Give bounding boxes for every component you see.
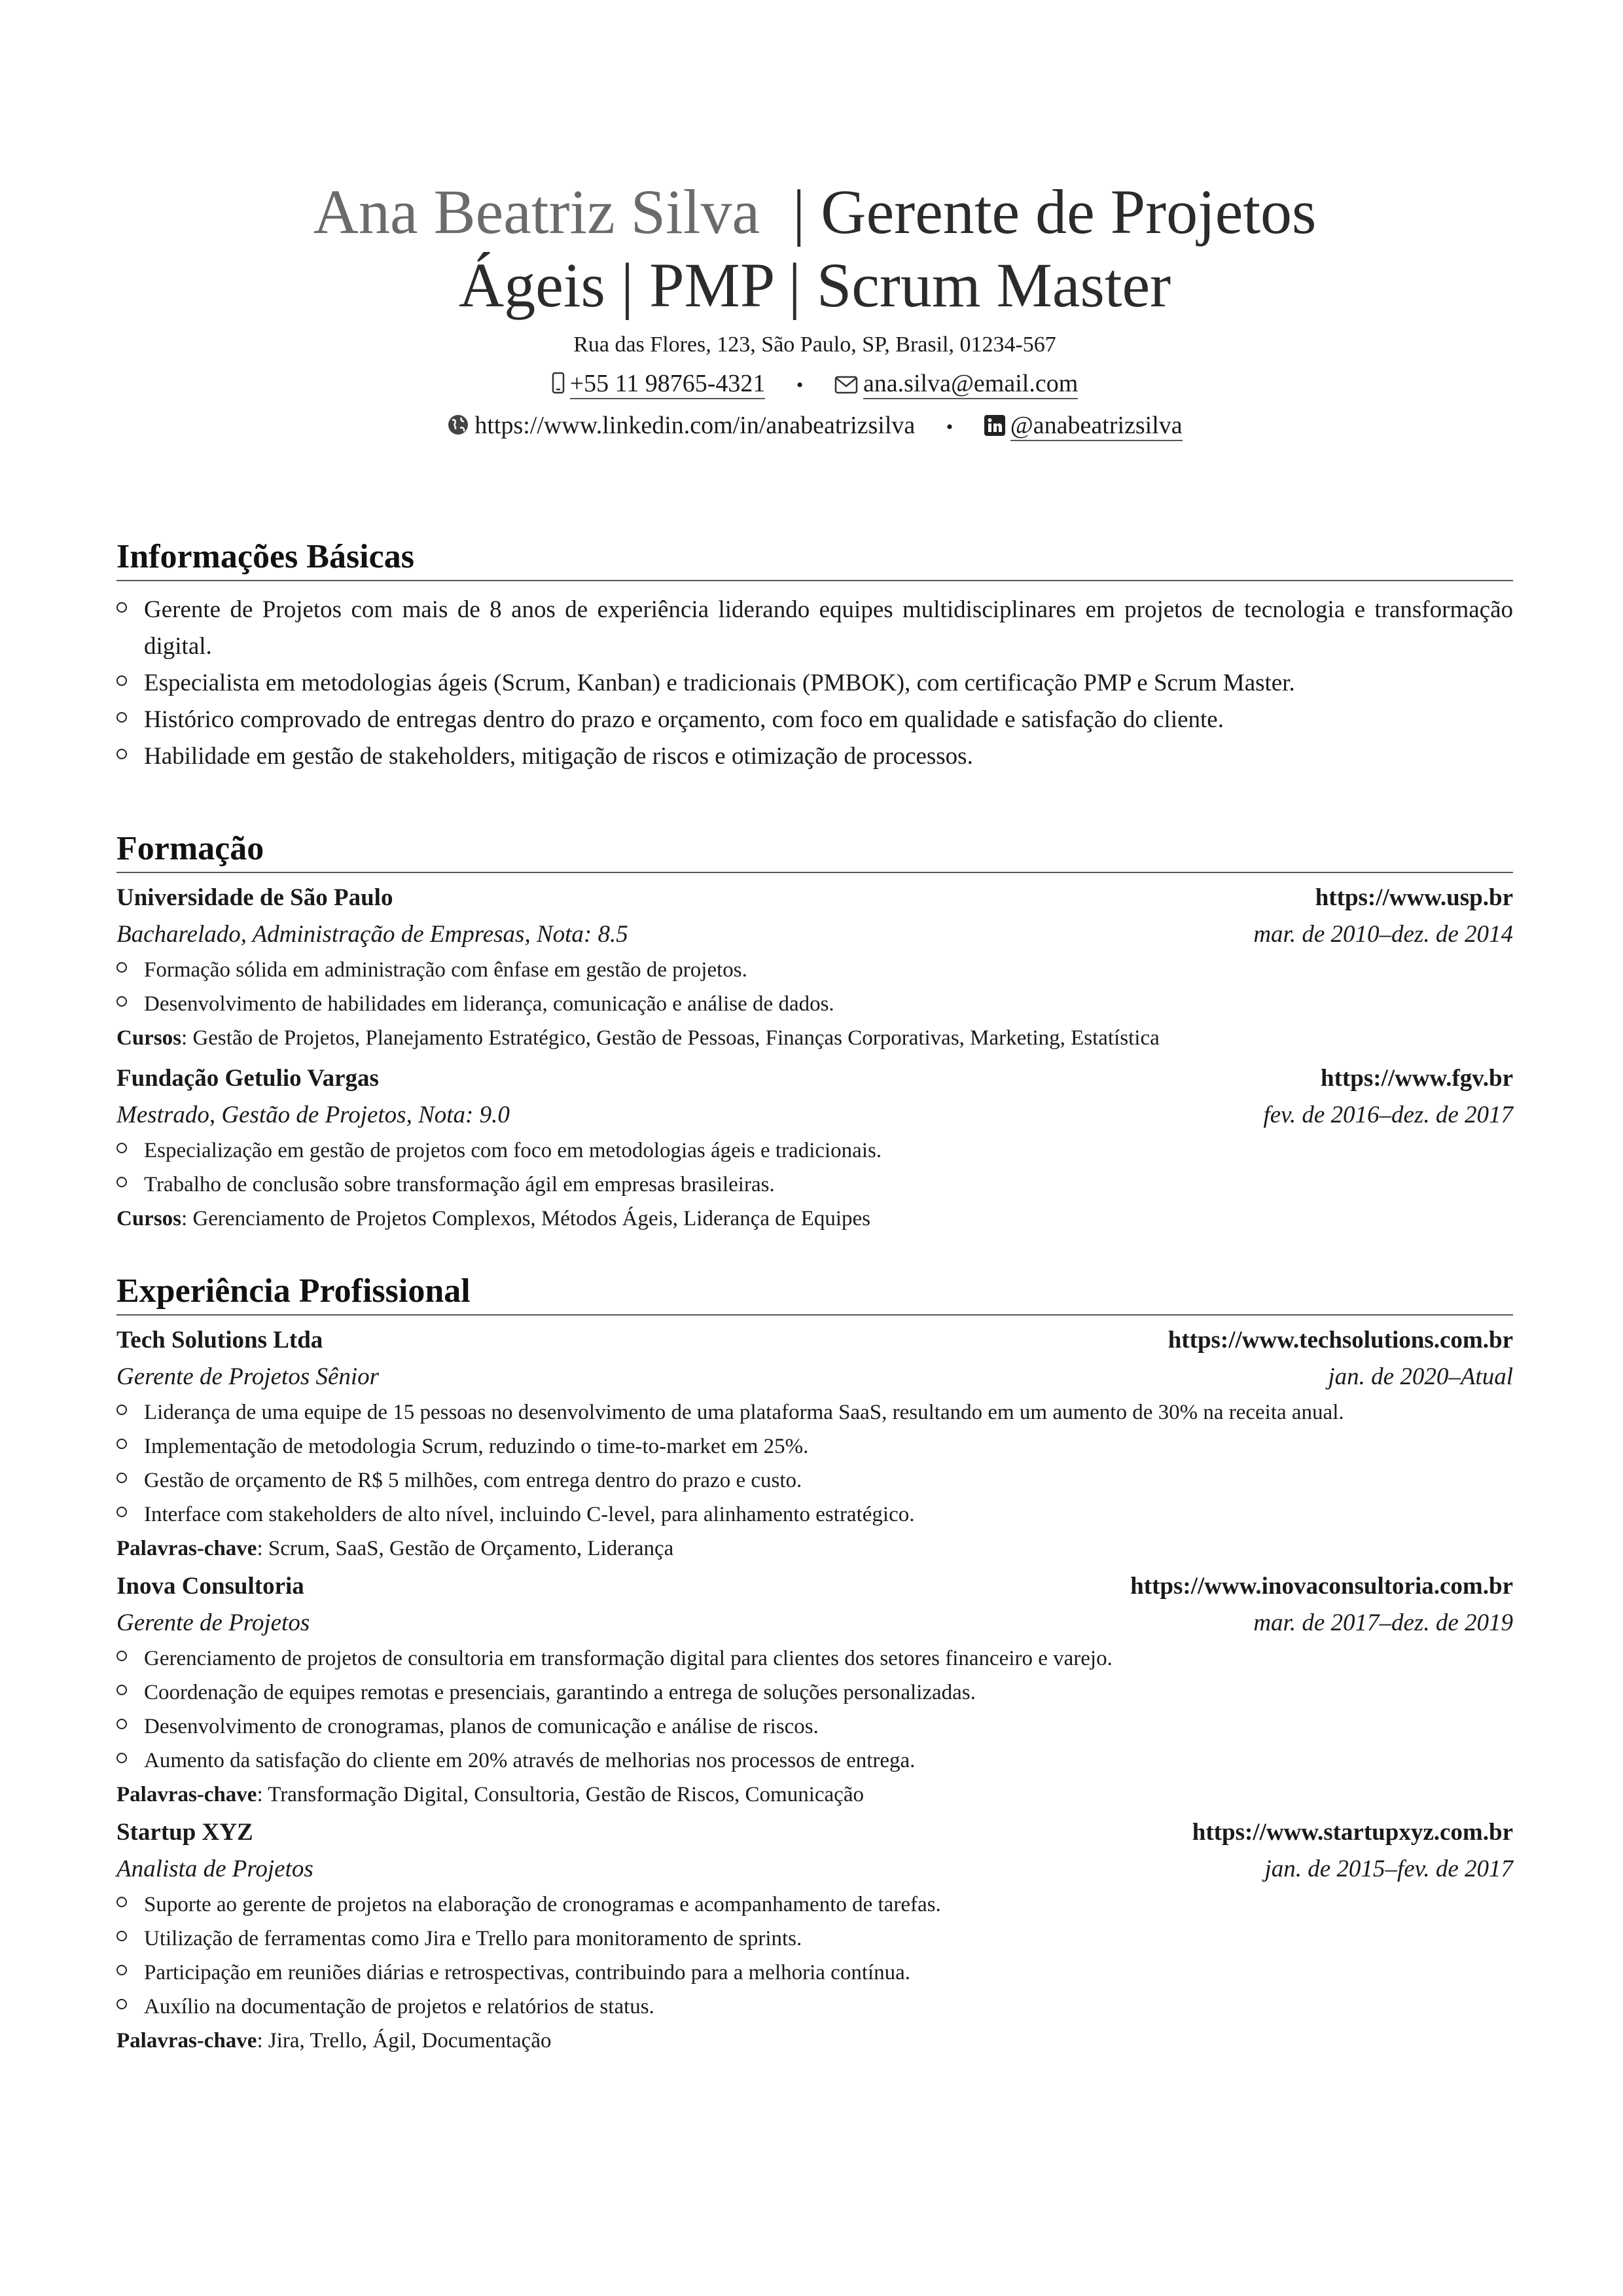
- education-section: [116, 827, 1513, 1236]
- courses: Cursos: Gestão de Projetos, Planejamento Estratégico, Gestão de Pessoas, Finanças Corporativas, Marketing, Estatística: [116, 1026, 1160, 1050]
- experience-bullets: [116, 1641, 1513, 1778]
- bullet-circle-icon: [116, 1507, 127, 1517]
- keywords: Palavras-chave: Jira, Trello, Ágil, Documentação: [116, 2029, 552, 2053]
- bullet-circle-icon: [116, 1177, 127, 1187]
- list-item: Auxílio na documentação de projetos e relatórios de status.: [116, 1990, 1513, 2024]
- bullet-circle-icon: [116, 1651, 127, 1661]
- bullet-circle-icon: [116, 1965, 127, 1975]
- job-title: Analista de Projetos: [116, 1856, 313, 1882]
- contact-row-1: [116, 364, 1513, 406]
- bullet-circle-icon: [116, 1473, 127, 1483]
- degree: Bacharelado, Administração de Empresas, Nota: 8.5: [116, 921, 628, 948]
- bullet-circle-icon: [116, 1753, 127, 1763]
- company-url[interactable]: https://www.inovaconsultoria.com.br: [1130, 1573, 1513, 1600]
- bullet-circle-icon: [116, 1439, 127, 1449]
- dates: mar. de 2017–dez. de 2019: [1253, 1609, 1513, 1636]
- bullet-circle-icon: [116, 1685, 127, 1695]
- bullet-circle-icon: [116, 1897, 127, 1907]
- institution-name: Universidade de São Paulo: [116, 884, 393, 911]
- bullet-circle-icon: [116, 675, 127, 686]
- list-item: Coordenação de equipes remotas e presenciais, garantindo a entrega de soluções personalizadas.: [116, 1676, 1513, 1710]
- company-name: Startup XYZ: [116, 1819, 253, 1846]
- dates: jan. de 2020–Atual: [1328, 1363, 1513, 1390]
- list-item: Participação em reuniões diárias e retrospectivas, contribuindo para a melhoria contínua.: [116, 1956, 1513, 1990]
- education-bullets: [116, 953, 1513, 1021]
- list-item: Gerenciamento de projetos de consultoria em transformação digital para clientes dos setores financeiro e varejo.: [116, 1641, 1513, 1676]
- institution-url[interactable]: https://www.fgv.br: [1321, 1065, 1513, 1092]
- list-item: Habilidade em gestão de stakeholders, mitigação de riscos e otimização de processos.: [116, 738, 1513, 775]
- address: Rua das Flores, 123, São Paulo, SP, Brasil, 01234-567: [573, 332, 1056, 357]
- bullet-circle-icon: [116, 602, 127, 613]
- education-bullets: [116, 1134, 1513, 1202]
- company-name: Inova Consultoria: [116, 1573, 304, 1600]
- envelope-icon: [834, 367, 858, 406]
- list-item: Implementação de metodologia Scrum, reduzindo o time-to-market em 25%.: [116, 1429, 1513, 1463]
- contact-row-2: [116, 406, 1513, 448]
- dates: jan. de 2015–fev. de 2017: [1264, 1856, 1513, 1882]
- list-item: Histórico comprovado de entregas dentro do prazo e orçamento, com foco em qualidade e satisfação do cliente.: [116, 702, 1513, 738]
- experience-entry: [116, 1568, 1513, 1812]
- bullet-circle-icon: [116, 749, 127, 759]
- education-entry: [116, 1060, 1513, 1236]
- experience-bullets: [116, 1395, 1513, 1532]
- institution-url[interactable]: https://www.usp.br: [1315, 884, 1513, 911]
- phone-icon: [552, 367, 565, 406]
- list-item: Formação sólida em administração com ênfase em gestão de projetos.: [116, 953, 1513, 987]
- experience-entry: [116, 1322, 1513, 1566]
- linkedin-link[interactable]: @anabeatrizsilva: [1010, 412, 1183, 441]
- bullet-circle-icon: [116, 962, 127, 973]
- experience-bullets: [116, 1888, 1513, 2024]
- headline-part-1: | Gerente de Projetos: [793, 177, 1317, 247]
- linkedin-icon: [984, 408, 1005, 448]
- resume-header: [116, 175, 1513, 448]
- name-line-1: [116, 175, 1513, 249]
- company-url[interactable]: https://www.techsolutions.com.br: [1168, 1327, 1513, 1354]
- list-item: Suporte ao gerente de projetos na elaboração de cronogramas e acompanhamento de tarefas.: [116, 1888, 1513, 1922]
- bullet-circle-icon: [116, 1719, 127, 1729]
- list-item: Utilização de ferramentas como Jira e Trello para monitoramento de sprints.: [116, 1922, 1513, 1956]
- job-title: Gerente de Projetos: [116, 1609, 310, 1636]
- list-item: Especialista em metodologias ágeis (Scrum, Kanban) e tradicionais (PMBOK), com certificação PMP e Scrum Master.: [116, 665, 1513, 702]
- summary-title: Informações Básicas: [116, 535, 1513, 581]
- list-item: Desenvolvimento de cronogramas, planos de comunicação e análise de riscos.: [116, 1710, 1513, 1744]
- dates: mar. de 2010–dez. de 2014: [1253, 921, 1513, 948]
- separator-dot: •: [946, 416, 954, 439]
- email-link[interactable]: ana.silva@email.com: [863, 370, 1078, 399]
- experience-section: [116, 1270, 1513, 2058]
- institution-name: Fundação Getulio Vargas: [116, 1065, 379, 1092]
- list-item: Especialização em gestão de projetos com foco em metodologias ágeis e tradicionais.: [116, 1134, 1513, 1168]
- bullet-circle-icon: [116, 1999, 127, 2009]
- list-item: Liderança de uma equipe de 15 pessoas no desenvolvimento de uma plataforma SaaS, resultando em um aumento de 30% na receita anual.: [116, 1395, 1513, 1429]
- education-title: Formação: [116, 827, 1513, 873]
- list-item: Gestão de orçamento de R$ 5 milhões, com entrega dentro do prazo e custo.: [116, 1463, 1513, 1498]
- candidate-name: Ana Beatriz Silva: [313, 177, 760, 247]
- bullet-circle-icon: [116, 1143, 127, 1153]
- list-item: Aumento da satisfação do cliente em 20% através de melhorias nos processos de entrega.: [116, 1744, 1513, 1778]
- website-link[interactable]: https://www.linkedin.com/in/anabeatrizsilva: [474, 412, 916, 439]
- phone-link[interactable]: +55 11 98765-4321: [570, 370, 766, 399]
- separator-dot: •: [796, 374, 804, 397]
- list-item: Gerente de Projetos com mais de 8 anos de experiência liderando equipes multidisciplinares em projetos de tecnologia e transformação digital.: [116, 592, 1513, 665]
- bullet-circle-icon: [116, 996, 127, 1007]
- experience-title: Experiência Profissional: [116, 1270, 1513, 1316]
- list-item: Trabalho de conclusão sobre transformação ágil em empresas brasileiras.: [116, 1168, 1513, 1202]
- headline-part-2: Ágeis | PMP | Scrum Master: [458, 250, 1171, 320]
- summary-section: [116, 535, 1513, 775]
- list-item: Interface com stakeholders de alto nível, incluindo C-level, para alinhamento estratégico.: [116, 1498, 1513, 1532]
- keywords: Palavras-chave: Transformação Digital, Consultoria, Gestão de Riscos, Comunicação: [116, 1783, 864, 1806]
- job-title: Gerente de Projetos Sênior: [116, 1363, 380, 1390]
- education-entry: [116, 880, 1513, 1055]
- experience-entry: [116, 1814, 1513, 2058]
- company-name: Tech Solutions Ltda: [116, 1327, 323, 1354]
- globe-icon: [447, 408, 469, 448]
- keywords: Palavras-chave: Scrum, SaaS, Gestão de Orçamento, Liderança: [116, 1537, 674, 1560]
- dates: fev. de 2016–dez. de 2017: [1263, 1102, 1513, 1128]
- company-url[interactable]: https://www.startupxyz.com.br: [1192, 1819, 1513, 1846]
- bullet-circle-icon: [116, 1931, 127, 1941]
- bullet-circle-icon: [116, 712, 127, 723]
- degree: Mestrado, Gestão de Projetos, Nota: 9.0: [116, 1102, 510, 1128]
- list-item: Desenvolvimento de habilidades em liderança, comunicação e análise de dados.: [116, 987, 1513, 1021]
- courses: Cursos: Gerenciamento de Projetos Complexos, Métodos Ágeis, Liderança de Equipes: [116, 1207, 871, 1230]
- summary-list: [116, 592, 1513, 775]
- bullet-circle-icon: [116, 1405, 127, 1415]
